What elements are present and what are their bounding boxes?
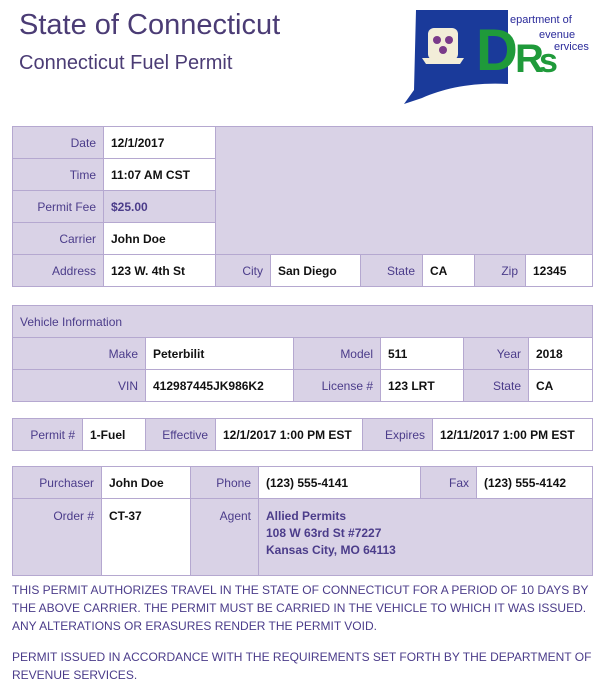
expires-label: Expires <box>363 419 433 451</box>
order-value: CT-37 <box>102 499 191 576</box>
state-label: State <box>361 255 423 287</box>
date-label: Date <box>13 127 104 159</box>
expires-value: 12/11/2017 1:00 PM EST <box>433 419 593 451</box>
vehicle-table <box>12 305 593 402</box>
make-value: Peterbilit <box>146 338 294 370</box>
city-value: San Diego <box>271 255 361 287</box>
carrier-label: Carrier <box>13 223 104 255</box>
carrier-value: John Doe <box>104 223 216 255</box>
vehicle-header: Vehicle Information <box>13 306 593 338</box>
license-value: 123 LRT <box>381 370 464 402</box>
fax-value: (123) 555-4142 <box>477 467 593 499</box>
svg-text:epartment of: epartment of <box>510 14 572 26</box>
issuance-note: PERMIT ISSUED IN ACCORDANCE WITH THE REQUIREMENTS SET FORTH BY THE DEPARTMENT OF REVENUE SERVICES. <box>12 650 592 682</box>
vin-value: 412987445JK986K2 <box>146 370 294 402</box>
agent-value <box>259 499 593 576</box>
drs-logo <box>404 8 594 106</box>
date-value: 12/1/2017 <box>104 127 216 159</box>
address-value: 123 W. 4th St <box>104 255 216 287</box>
fax-label: Fax <box>421 467 477 499</box>
fee-label: Permit Fee <box>13 191 104 223</box>
make-label: Make <box>13 338 146 370</box>
agent-name: Allied Permits <box>266 509 347 523</box>
authorization-note: THIS PERMIT AUTHORIZES TRAVEL IN THE STATE OF CONNECTICUT FOR A PERIOD OF 10 DAYS BY THE ABOVE CARRIER. THE PERMIT MUST BE CARRIED IN THE VEHICLE TO WHICH IT WAS ISSUED. ANY ALTERATIONS OR ERASURES RENDER THE PERMIT VOID. <box>12 583 589 633</box>
svg-text:s: s <box>539 42 558 80</box>
time-label: Time <box>13 159 104 191</box>
svg-text:D: D <box>476 18 518 83</box>
phone-value: (123) 555-4141 <box>259 467 421 499</box>
zip-label: Zip <box>475 255 526 287</box>
purchase-table <box>12 466 593 576</box>
filler <box>216 127 593 255</box>
state-value: CA <box>423 255 475 287</box>
page-title: State of Connecticut <box>19 9 281 41</box>
svg-text:R: R <box>515 37 544 81</box>
phone-label: Phone <box>191 467 259 499</box>
svg-text:evenue: evenue <box>539 29 576 41</box>
agent-city: Kansas City, MO 64113 <box>266 543 396 557</box>
purchaser-value: John Doe <box>102 467 191 499</box>
vehicle-state-value: CA <box>529 370 593 402</box>
purchaser-label: Purchaser <box>13 467 102 499</box>
permit-number-value: 1-Fuel <box>83 419 146 451</box>
model-label: Model <box>294 338 381 370</box>
carrier-table <box>12 126 593 287</box>
time-value: 11:07 AM CST <box>104 159 216 191</box>
svg-text:ervices: ervices <box>554 41 589 53</box>
vin-label: VIN <box>13 370 146 402</box>
year-value: 2018 <box>529 338 593 370</box>
agent-label: Agent <box>191 499 259 576</box>
agent-street: 108 W 63rd St #7227 <box>266 526 382 540</box>
vehicle-state-label: State <box>464 370 529 402</box>
zip-value: 12345 <box>526 255 593 287</box>
order-label: Order # <box>13 499 102 576</box>
permit-table <box>12 418 593 451</box>
license-label: License # <box>294 370 381 402</box>
model-value: 511 <box>381 338 464 370</box>
address-label: Address <box>13 255 104 287</box>
permit-number-label: Permit # <box>13 419 83 451</box>
effective-value: 12/1/2017 1:00 PM EST <box>216 419 363 451</box>
page-subtitle: Connecticut Fuel Permit <box>19 52 233 74</box>
effective-label: Effective <box>146 419 216 451</box>
city-label: City <box>216 255 271 287</box>
year-label: Year <box>464 338 529 370</box>
fee-value: $25.00 <box>104 191 216 223</box>
